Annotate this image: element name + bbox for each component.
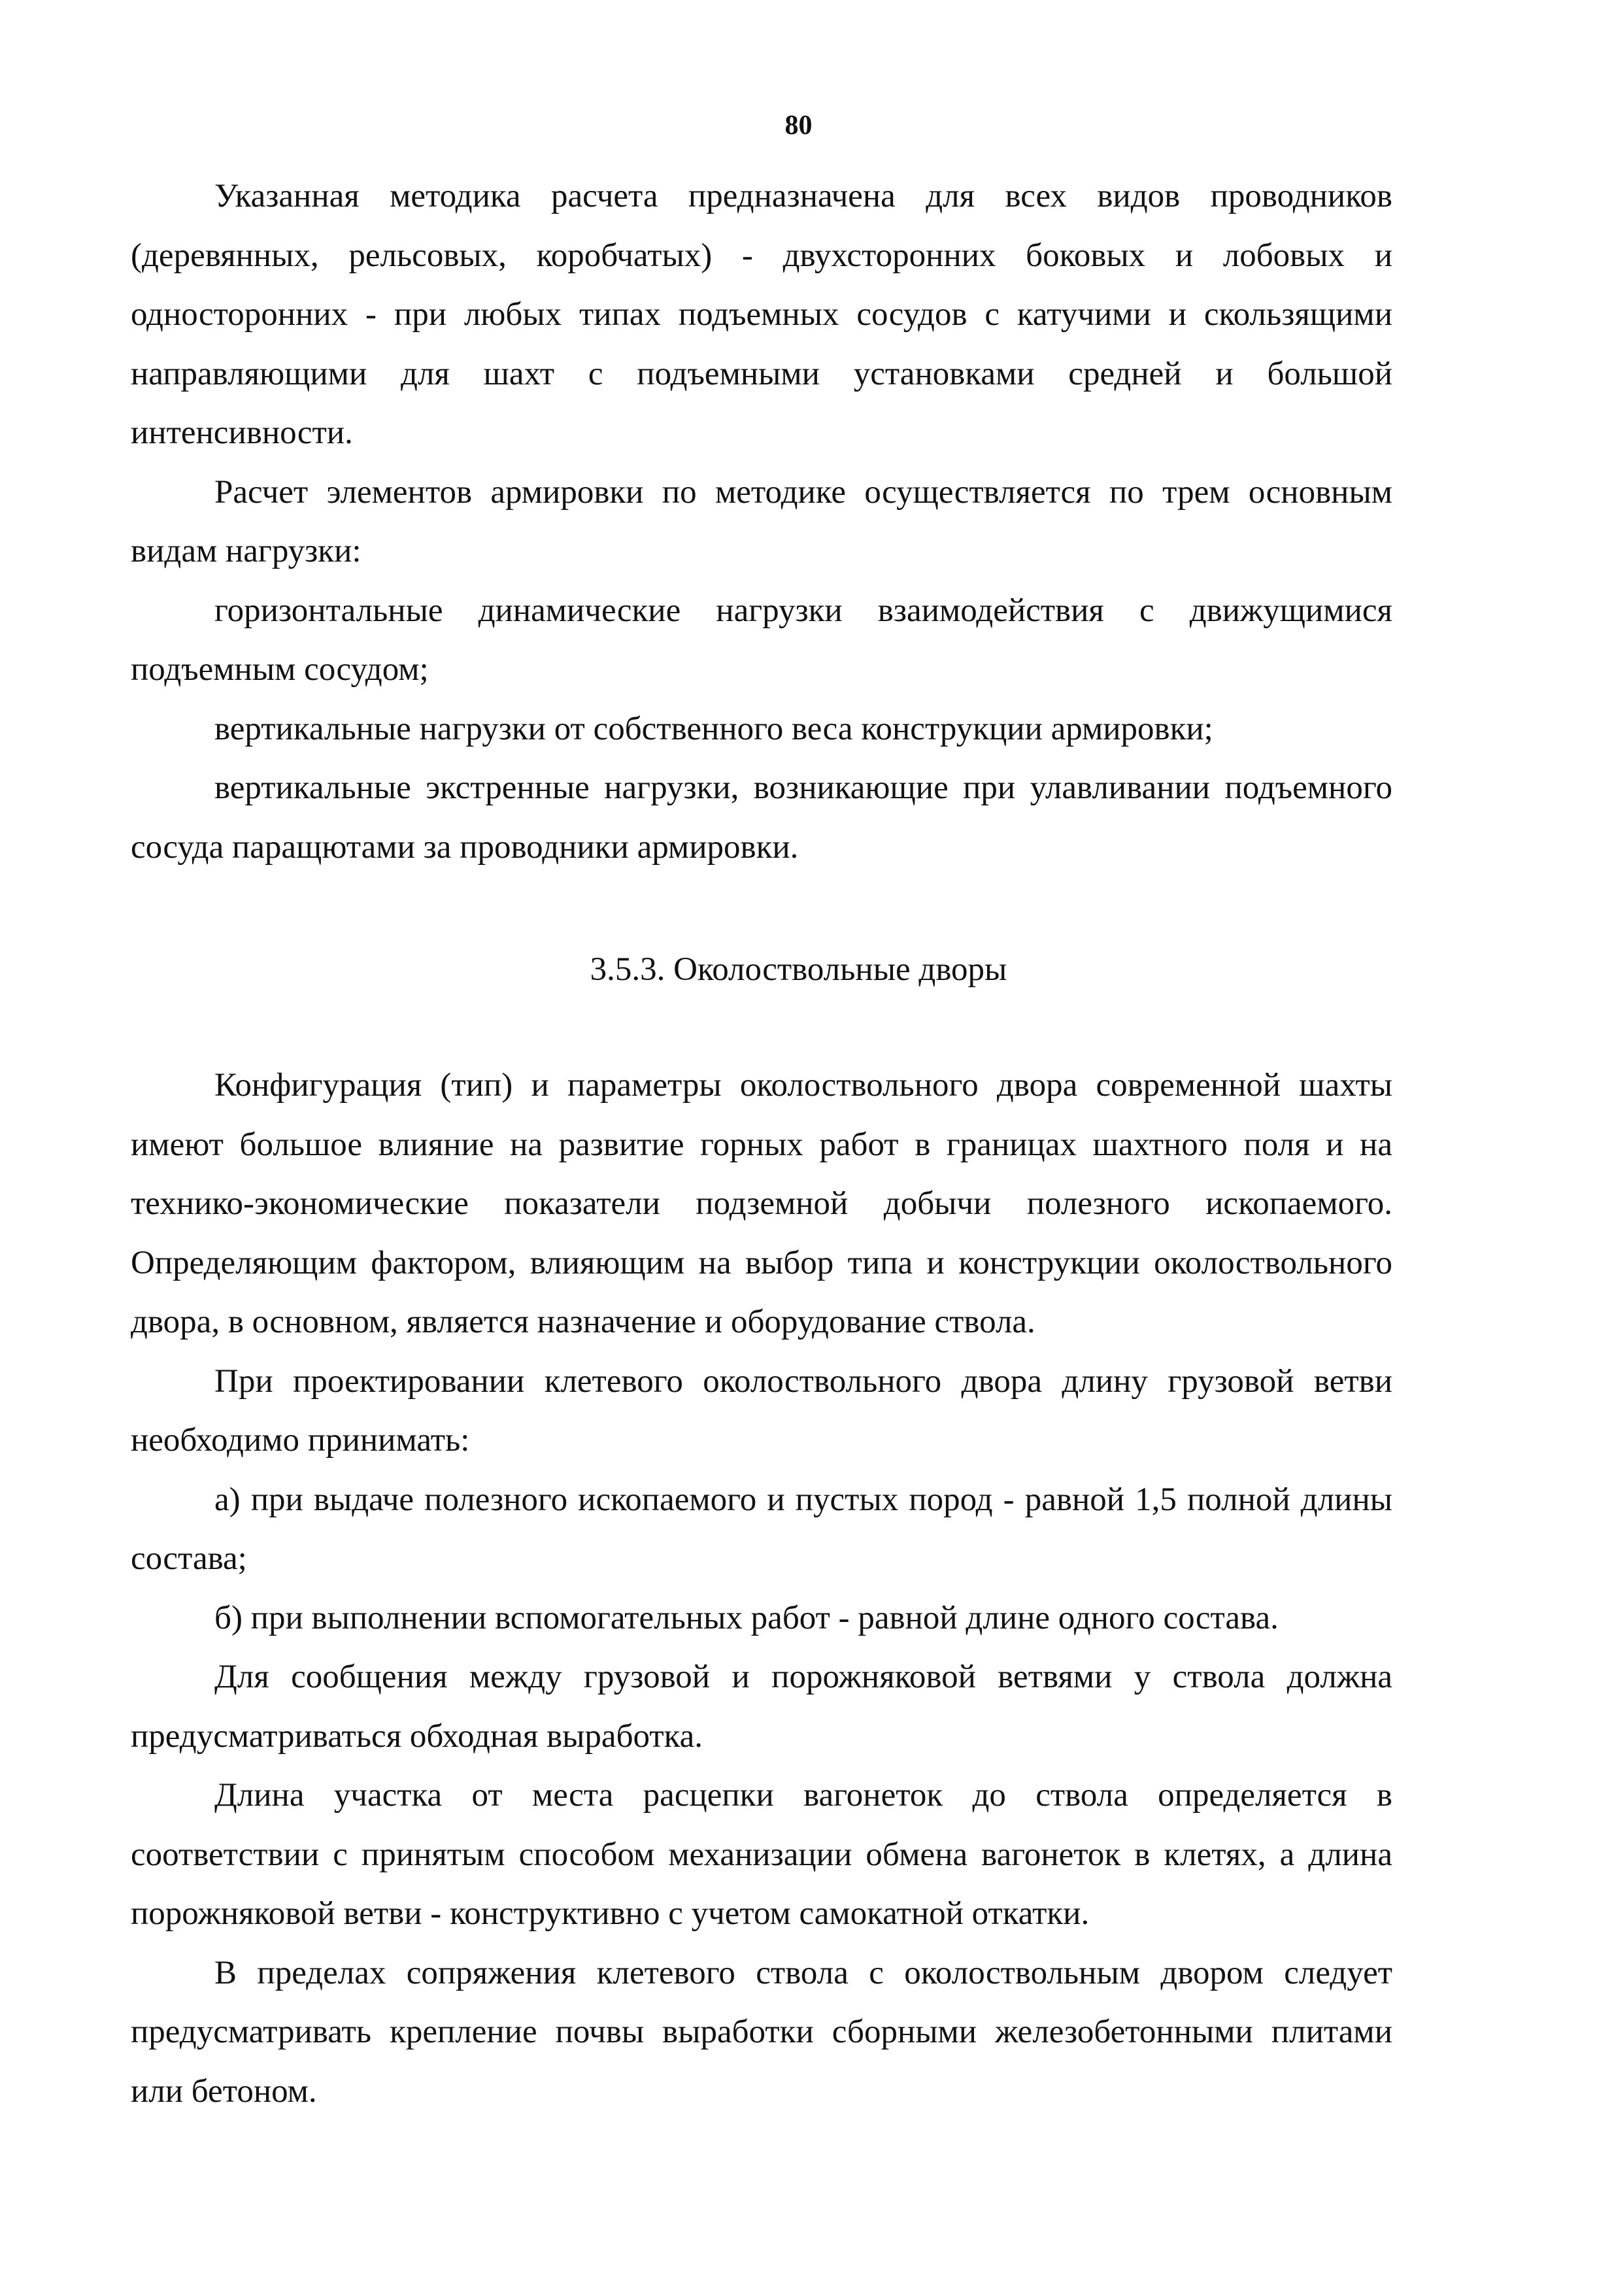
- paragraph-floor-support: В пределах сопряжения клетевого ствола с околоствольным двором следует предусматривать крепление почвы выработки сборными железобетонными плитами или бетоном.: [131, 1954, 1392, 2110]
- paragraph-section-length: Длина участка от места расцепки вагонеток до ствола определяется в соответствии с принятым способом механизации обмена вагонеток в клетях, а длина порожняковой ветви - конструктивно с учетом самокатной откатки.: [131, 1777, 1392, 1932]
- body-text-block-1: [131, 167, 1392, 877]
- paragraph-item-a: а) при выдаче полезного ископаемого и пустых пород - равной 1,5 полной длины состава;: [131, 1481, 1392, 1577]
- paragraph-item-b: б) при выполнении вспомогательных работ - равной длине одного состава.: [214, 1599, 1279, 1636]
- paragraph-vertical-emergency-loads: вертикальные экстренные нагрузки, возникающие при улавливании подъемного сосуда паращютами за проводники армировки.: [131, 769, 1392, 866]
- section-heading: 3.5.3. Околоствольные дворы: [590, 951, 1007, 988]
- paragraph-yard-configuration: Конфигурация (тип) и параметры околоствольного двора современной шахты имеют большое влияние на развитие горных работ в границах шахтного поля и на технико-экономические показатели подземной добычи полезного ископаемого. Определяющим фактором, влияющим на выбор типа и конструкции околоствольного двора, в основном, является назначение и оборудование ствола.: [131, 1067, 1392, 1340]
- paragraph-horizontal-loads: горизонтальные динамические нагрузки взаимодействия с движущимися подъемным сосудом;: [131, 592, 1392, 688]
- body-text-block-2: [131, 1056, 1392, 2121]
- paragraph-bypass-working: Для сообщения между грузовой и порожняковой ветвями у ствола должна предусматриваться обходная выработка.: [131, 1659, 1392, 1755]
- paragraph-load-types-intro: Расчет элементов армировки по методике осуществляется по трем основным видам нагрузки:: [131, 473, 1392, 569]
- paragraph-branch-length-intro: При проектировании клетевого околоствольного двора длину грузовой ветви необходимо принимать:: [131, 1362, 1392, 1459]
- paragraph-methodology-scope: Указанная методика расчета предназначена для всех видов проводников (деревянных, рельсовых, коробчатых) - двухсторонних боковых и лобовых и односторонних - при любых типах подъемных сосудов с катучими и скользящими направляющими для шахт с подъемными установками средней и большой интенсивности.: [131, 178, 1392, 451]
- page-number: 80: [784, 110, 813, 141]
- paragraph-vertical-self-weight: вертикальные нагрузки от собственного веса конструкции армировки;: [214, 710, 1213, 747]
